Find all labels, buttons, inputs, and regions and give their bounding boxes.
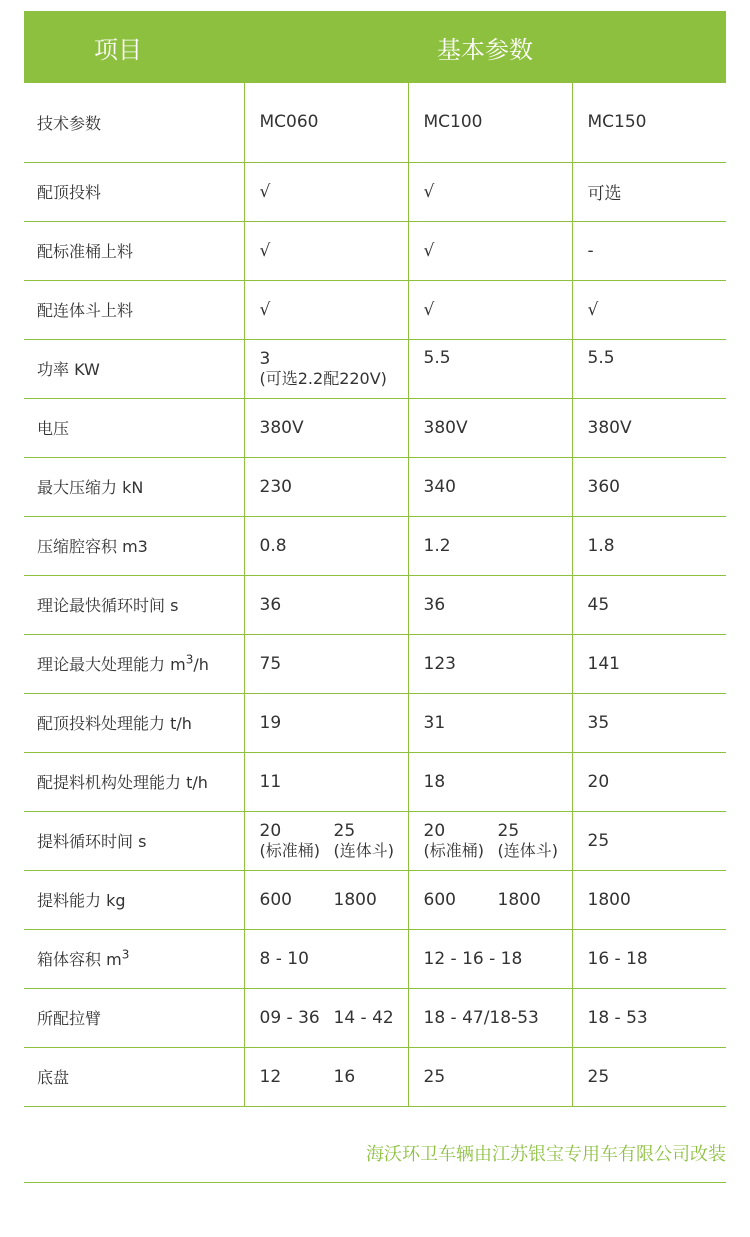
- row-label: 最大压缩力 kN: [24, 457, 244, 516]
- row-label: 压缩腔容积 m3: [24, 516, 244, 575]
- cell-value: 12: [259, 1066, 282, 1087]
- cell-note: (连体斗): [333, 840, 394, 860]
- table-row: [24, 162, 726, 221]
- cell-sub-a: [424, 821, 498, 861]
- cell-mc150: 25: [572, 1047, 726, 1106]
- cell-sub-b: [334, 821, 395, 861]
- row-label-unit: /h: [193, 655, 209, 674]
- header-params-label: 基本参数: [437, 35, 533, 64]
- cell-mc150: 16 - 18: [572, 929, 726, 988]
- cell-mc060: [244, 870, 408, 929]
- cell-mc100: 25: [408, 1047, 572, 1106]
- cell-note: (标准桶): [259, 840, 320, 860]
- cell-mc100: 36: [408, 575, 572, 634]
- cell-mc060: 380V: [244, 398, 408, 457]
- cell-pair: [424, 821, 572, 861]
- row-label: 提料循环时间 s: [24, 811, 244, 870]
- cell-value: 3: [259, 348, 271, 369]
- cell-value: 25: [497, 820, 520, 841]
- table-row: [24, 870, 726, 929]
- cell-mc150: 1800: [572, 870, 726, 929]
- cell-mc060: [244, 1047, 408, 1106]
- row-label: [24, 929, 244, 988]
- cell-mc060: 0.8: [244, 516, 408, 575]
- spec-table: [24, 83, 726, 1107]
- cell-mc150: 360: [572, 457, 726, 516]
- cell-value: 20: [423, 820, 446, 841]
- table-row: [24, 398, 726, 457]
- cell-mc060: 11: [244, 752, 408, 811]
- cell-mc150: MC150: [572, 83, 726, 162]
- table-row: [24, 339, 726, 398]
- cell-mc100: 1.2: [408, 516, 572, 575]
- cell-mc150: 25: [572, 811, 726, 870]
- table-row: [24, 280, 726, 339]
- header-item-label: 项目: [94, 35, 142, 64]
- row-label: 技术参数: [24, 83, 244, 162]
- cell-mc150: 5.5: [572, 339, 726, 398]
- cell-pair: [424, 890, 572, 910]
- cell-mc100: 31: [408, 693, 572, 752]
- cell-mc100: 18: [408, 752, 572, 811]
- cell-value: 16: [333, 1066, 356, 1087]
- cell-pair: [260, 1008, 408, 1028]
- cell-mc060: [244, 339, 408, 398]
- cell-mc060: 19: [244, 693, 408, 752]
- table-row: [24, 221, 726, 280]
- cell-sub-b: [498, 821, 559, 861]
- cell-mc060: 36: [244, 575, 408, 634]
- cell-note: (可选2.2配220V): [259, 368, 387, 388]
- row-label: 提料能力 kg: [24, 870, 244, 929]
- cell-mc100: 12 - 16 - 18: [408, 929, 572, 988]
- cell-mc150: 45: [572, 575, 726, 634]
- cell-mc060: 230: [244, 457, 408, 516]
- row-label: 功率 KW: [24, 339, 244, 398]
- cell-mc060: [244, 988, 408, 1047]
- cell-mc060: √: [244, 280, 408, 339]
- row-label: 配标准桶上料: [24, 221, 244, 280]
- cell-mc100: 18 - 47/18-53: [408, 988, 572, 1047]
- footer-note: [24, 1123, 726, 1183]
- cell-mc150: 18 - 53: [572, 988, 726, 1047]
- row-label-text: 箱体容积 m: [37, 950, 122, 969]
- cell-mc100: 5.5: [408, 339, 572, 398]
- table-row: [24, 83, 726, 162]
- cell-value: 14 - 42: [333, 1007, 394, 1028]
- table-row: [24, 811, 726, 870]
- cell-pair: [260, 821, 408, 861]
- cell-mc100: 123: [408, 634, 572, 693]
- cell-mc100: 380V: [408, 398, 572, 457]
- cell-mc150: -: [572, 221, 726, 280]
- cell-mc100: 340: [408, 457, 572, 516]
- cell-note: (标准桶): [423, 840, 484, 860]
- row-label: 电压: [24, 398, 244, 457]
- row-label: 配提料机构处理能力 t/h: [24, 752, 244, 811]
- cell-value: 600: [423, 889, 456, 910]
- cell-mc150: 1.8: [572, 516, 726, 575]
- cell-mc150: 35: [572, 693, 726, 752]
- cell-mc100: √: [408, 221, 572, 280]
- row-label-superscript: 3: [185, 652, 194, 667]
- footer-note-text: 海沃环卫车辆由江苏银宝专用车有限公司改装: [366, 1143, 726, 1165]
- cell-mc060: 8 - 10: [244, 929, 408, 988]
- cell-mc100: √: [408, 280, 572, 339]
- cell-mc060: √: [244, 221, 408, 280]
- cell-mc150: 141: [572, 634, 726, 693]
- table-row: [24, 516, 726, 575]
- table-row: [24, 634, 726, 693]
- cell-value: 25: [333, 820, 356, 841]
- row-label: [24, 634, 244, 693]
- cell-mc150: 380V: [572, 398, 726, 457]
- row-label: 配顶投料: [24, 162, 244, 221]
- row-label: 所配拉臂: [24, 988, 244, 1047]
- cell-stack: [260, 349, 408, 389]
- cell-mc100: √: [408, 162, 572, 221]
- table-row: [24, 693, 726, 752]
- row-label-superscript: 3: [121, 947, 130, 962]
- cell-mc100: [408, 811, 572, 870]
- cell-value: 20: [259, 820, 282, 841]
- cell-sub-a: [260, 821, 334, 861]
- table-row: [24, 929, 726, 988]
- cell-mc060: √: [244, 162, 408, 221]
- cell-value: 09 - 36: [259, 1007, 320, 1028]
- cell-value: 1800: [333, 889, 377, 910]
- cell-mc150: 可选: [572, 162, 726, 221]
- cell-mc100: [408, 870, 572, 929]
- cell-mc060: MC060: [244, 83, 408, 162]
- table-row: [24, 988, 726, 1047]
- table-row: [24, 575, 726, 634]
- cell-mc150: √: [572, 280, 726, 339]
- cell-mc060: [244, 811, 408, 870]
- cell-pair: [260, 890, 408, 910]
- cell-note: (连体斗): [497, 840, 558, 860]
- row-label-text: 理论最大处理能力 m: [37, 655, 186, 674]
- table-row: [24, 1047, 726, 1106]
- row-label: 配连体斗上料: [24, 280, 244, 339]
- row-label: 理论最快循环时间 s: [24, 575, 244, 634]
- cell-pair: [260, 1067, 408, 1087]
- cell-mc060: 75: [244, 634, 408, 693]
- cell-mc100: MC100: [408, 83, 572, 162]
- cell-value: 1800: [497, 889, 541, 910]
- cell-mc150: 20: [572, 752, 726, 811]
- table-row: [24, 752, 726, 811]
- table-row: [24, 457, 726, 516]
- row-label: 配顶投料处理能力 t/h: [24, 693, 244, 752]
- row-label: 底盘: [24, 1047, 244, 1106]
- table-header: [24, 11, 726, 83]
- cell-value: 600: [259, 889, 292, 910]
